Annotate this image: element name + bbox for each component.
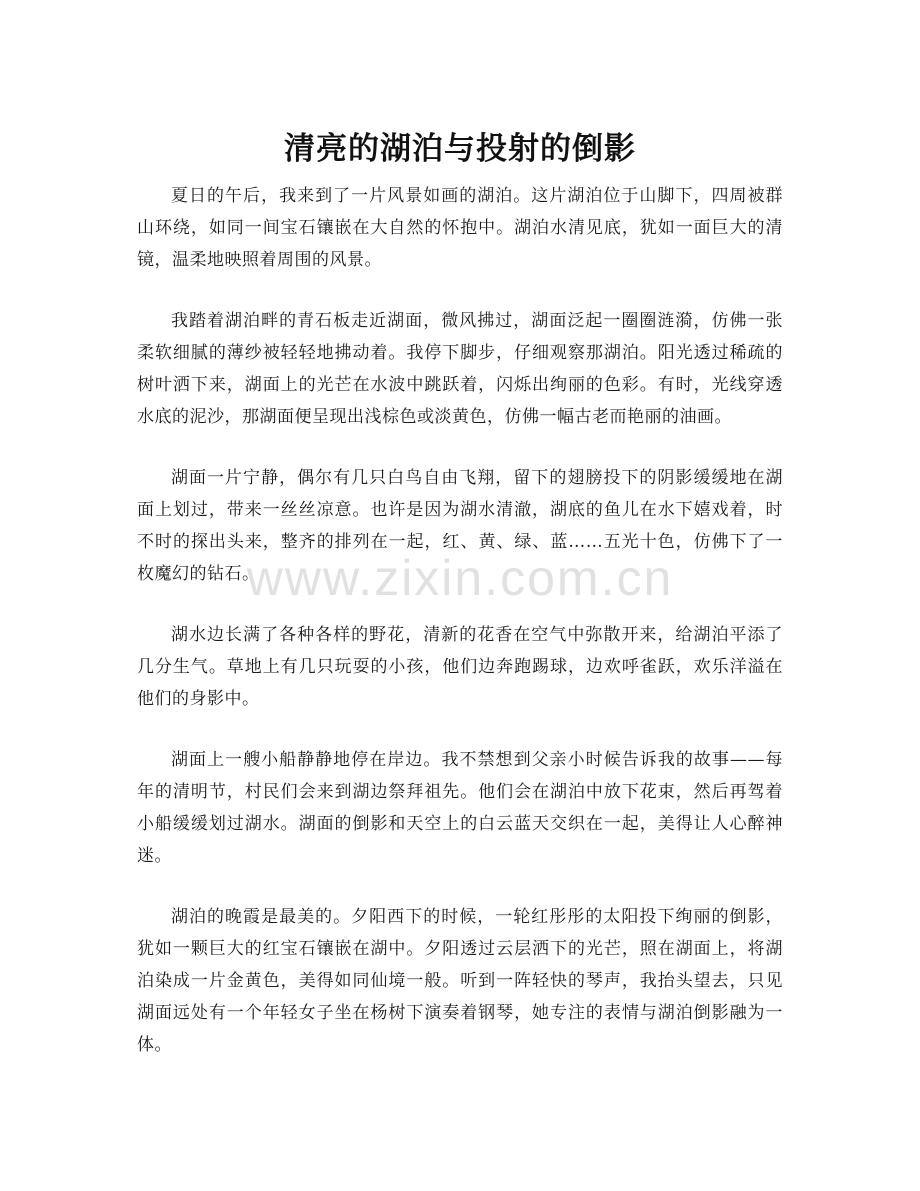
paragraph-1: 夏日的午后，我来到了一片风景如画的湖泊。这片湖泊位于山脚下，四周被群山环绕，如同一间宝石镶嵌在大自然的怀抱中。湖泊水清见底，犹如一面巨大的清镜，温柔地映照着周围的风景。 bbox=[137, 186, 783, 270]
watermark: www.zixin.com.cn bbox=[246, 550, 674, 606]
paragraph-6: 湖泊的晚霞是最美的。夕阳西下的时候，一轮红彤彤的太阳投下绚丽的倒影，犹如一颗巨大的红宝石镶嵌在湖中。夕阳透过云层洒下的光芒，照在湖面上，将湖泊染成一片金黄色，美得如同仙境一般。听到一阵轻快的琴声，我抬头望去，只见湖面远处有一个年轻女子坐在杨树下演奏着钢琴，她专注的表情与湖泊倒影融为一体。 bbox=[137, 907, 783, 1055]
document-body bbox=[137, 180, 783, 1090]
paragraph-2: 我踏着湖泊畔的青石板走近湖面，微风拂过，湖面泛起一圈圈涟漪，仿佛一张柔软细腻的薄纱被轻轻地拂动着。我停下脚步，仔细观察那湖泊。阳光透过稀疏的树叶洒下来，湖面上的光芒在水波中跳跃着，闪烁出绚丽的色彩。有时，光线穿透水底的泥沙，那湖面便呈现出浅棕色或淡黄色，仿佛一幅古老而艳丽的油画。 bbox=[137, 311, 783, 427]
paragraph-5: 湖面上一艘小船静静地停在岸边。我不禁想到父亲小时候告诉我的故事——每年的清明节，村民们会来到湖边祭拜祖先。他们会在湖泊中放下花束，然后再驾着小船缓缓划过湖水。湖面的倒影和天空上的白云蓝天交织在一起，美得让人心醉神迷。 bbox=[137, 750, 783, 866]
paragraph-3: 湖面一片宁静，偶尔有几只白鸟自由飞翔，留下的翅膀投下的阴影缓缓地在湖面上划过，带来一丝丝凉意。也许是因为湖水清澈，湖底的鱼儿在水下嬉戏着，时不时的探出头来，整齐的排列在一起，红、黄、绿、蓝……五光十色，仿佛下了一枚魔幻的钻石。 bbox=[137, 468, 783, 584]
document-title: 清亮的湖泊与投射的倒影 bbox=[284, 130, 636, 167]
paragraph-4: 湖水边长满了各种各样的野花，清新的花香在空气中弥散开来，给湖泊平添了几分生气。草地上有几只玩耍的小孩，他们边奔跑踢球，边欢呼雀跃，欢乐洋溢在他们的身影中。 bbox=[137, 625, 783, 709]
